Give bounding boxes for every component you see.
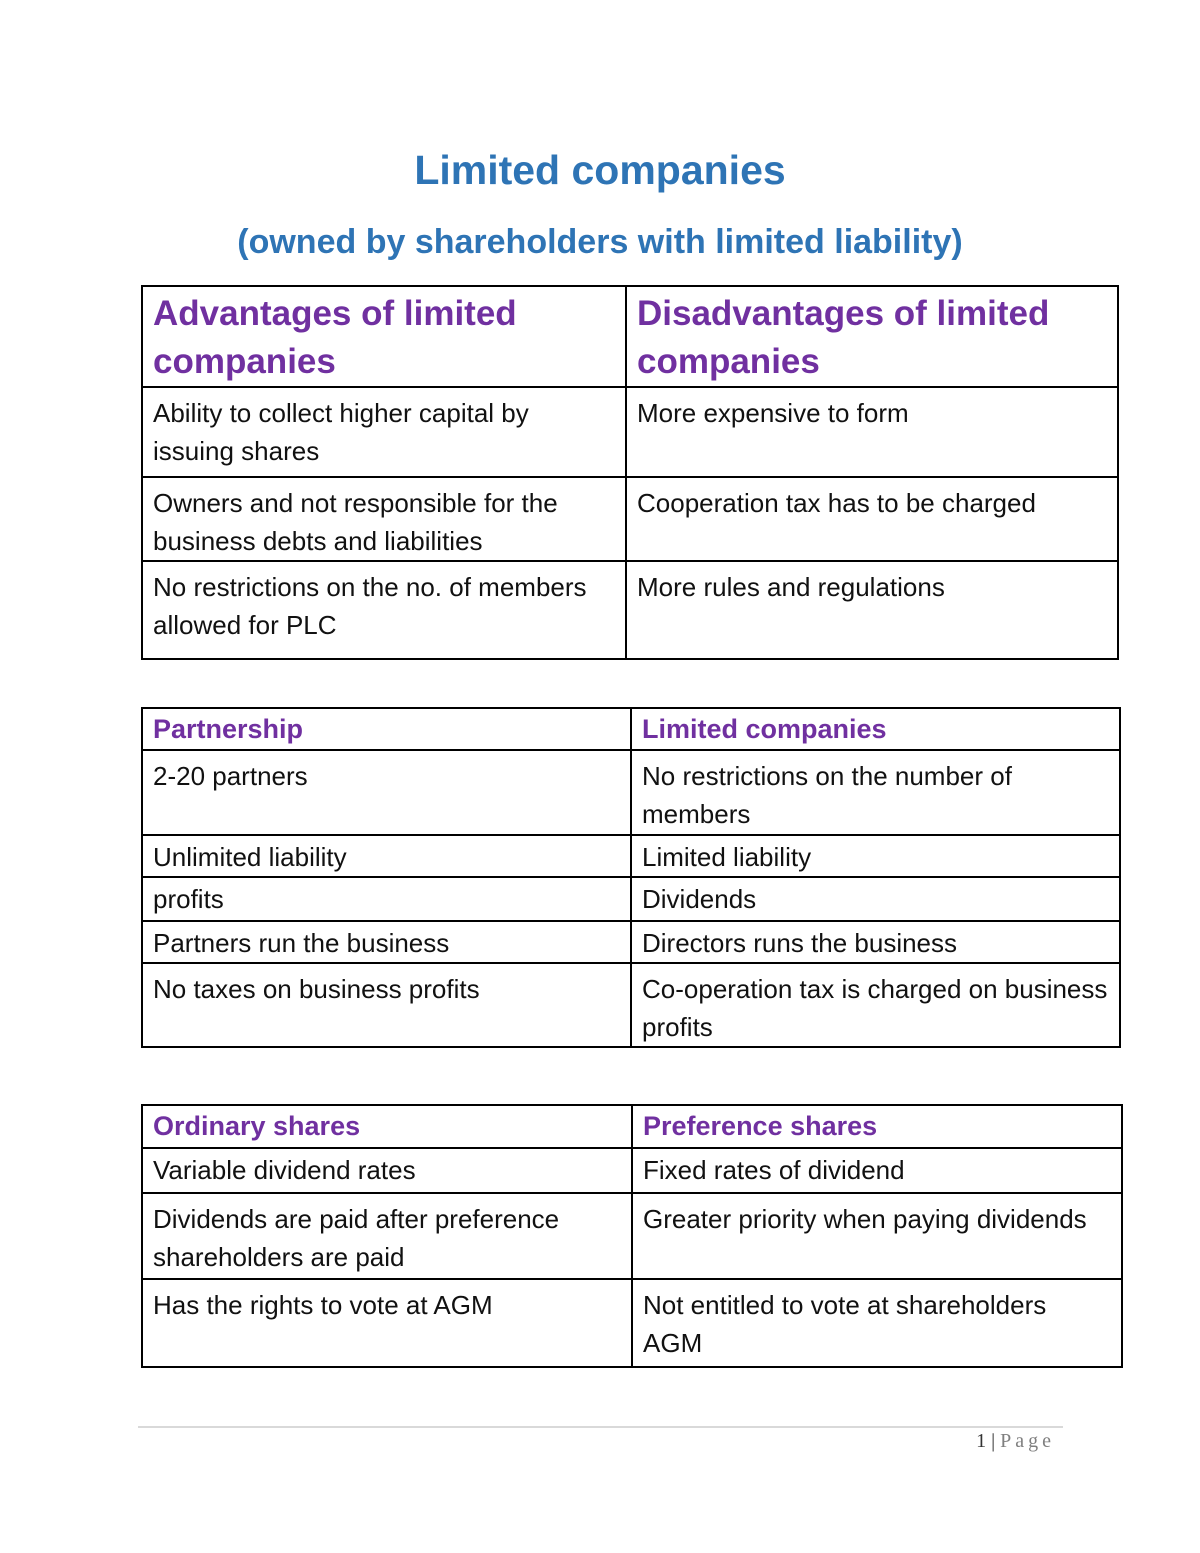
table-cell: profits — [142, 877, 631, 921]
table-header-cell: Partnership — [142, 708, 631, 750]
footer-divider — [138, 1426, 1063, 1428]
shares-comparison-table — [141, 1104, 1123, 1368]
table-cell: Variable dividend rates — [142, 1148, 632, 1193]
table-header-row — [142, 1105, 1122, 1148]
table-cell: Dividends are paid after preference shareholders are paid — [142, 1193, 632, 1279]
table-header-cell: Ordinary shares — [142, 1105, 632, 1148]
page-subtitle: (owned by shareholders with limited liability) — [237, 223, 963, 261]
table-cell: 2-20 partners — [142, 750, 631, 835]
table-row — [142, 963, 1120, 1047]
table-row — [142, 1279, 1122, 1367]
page-number: 1 — [976, 1430, 987, 1452]
table-row — [142, 1193, 1122, 1279]
table-cell: Co-operation tax is charged on business profits — [631, 963, 1120, 1047]
table-cell: Ability to collect higher capital by issuing shares — [142, 387, 626, 477]
table-cell: Owners and not responsible for the business debts and liabilities — [142, 477, 626, 561]
table-row — [142, 1148, 1122, 1193]
table-cell: Partners run the business — [142, 921, 631, 963]
table-cell: Unlimited liability — [142, 835, 631, 877]
table-row — [142, 387, 1118, 477]
page-title: Limited companies — [414, 147, 786, 193]
table-cell: No restrictions on the number of members — [631, 750, 1120, 835]
table-cell: Cooperation tax has to be charged — [626, 477, 1118, 561]
table-cell: Greater priority when paying dividends — [632, 1193, 1122, 1279]
table-cell: More rules and regulations — [626, 561, 1118, 659]
table-row — [142, 750, 1120, 835]
table-row — [142, 561, 1118, 659]
table-cell: Fixed rates of dividend — [632, 1148, 1122, 1193]
advantages-disadvantages-table — [141, 285, 1119, 660]
table-cell: Has the rights to vote at AGM — [142, 1279, 632, 1367]
table-cell: Limited liability — [631, 835, 1120, 877]
table-cell: Not entitled to vote at shareholders AGM — [632, 1279, 1122, 1367]
page-label: Page — [1000, 1430, 1055, 1452]
table-row — [142, 477, 1118, 561]
page-footer — [900, 1430, 1055, 1453]
page-separator: | — [986, 1430, 1001, 1452]
table-header-cell: Preference shares — [632, 1105, 1122, 1148]
table-header-cell: Disadvantages of limited companies — [626, 286, 1118, 387]
table-row — [142, 877, 1120, 921]
partnership-comparison-table — [141, 707, 1121, 1048]
table-cell: No taxes on business profits — [142, 963, 631, 1047]
table-header-cell: Advantages of limited companies — [142, 286, 626, 387]
table-row — [142, 835, 1120, 877]
table-header-cell: Limited companies — [631, 708, 1120, 750]
table-row — [142, 921, 1120, 963]
table-cell: No restrictions on the no. of members allowed for PLC — [142, 561, 626, 659]
table-header-row — [142, 708, 1120, 750]
table-cell: Directors runs the business — [631, 921, 1120, 963]
table-cell: More expensive to form — [626, 387, 1118, 477]
table-cell: Dividends — [631, 877, 1120, 921]
table-header-row — [142, 286, 1118, 387]
